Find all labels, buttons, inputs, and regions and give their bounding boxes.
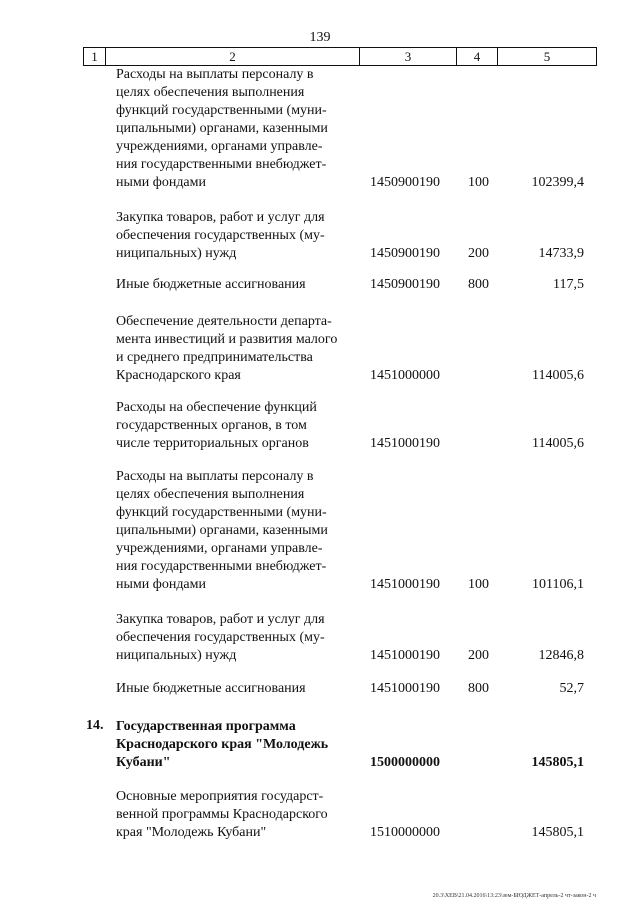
page-number: 139	[309, 30, 331, 45]
row-expense-type: 100	[468, 577, 489, 592]
row-name: Основные мероприятия государст- венной программы Краснодарского края "Молодежь Кубани"	[116, 789, 328, 840]
row-code: 1450900190	[370, 277, 440, 292]
row-expense-type: 200	[468, 246, 489, 261]
row-name: Расходы на выплаты персоналу в целях обеспечения выполнения функций государственными (муни- ципальными) органами, казенными учреждениями, органами управле- ния государственными внебюджет- ными фондами	[116, 469, 328, 592]
row-name: Расходы на выплаты персоналу в целях обеспечения выполнения функций государственными (муни- ципальными) органами, казенными учреждениями, органами управле- ния государственными внебюджет- ными фондами	[116, 67, 328, 190]
row-code: 1451000190	[370, 577, 440, 592]
row-expense-type: 800	[468, 681, 489, 696]
row-amount: 145805,1	[531, 755, 584, 770]
row-code: 1500000000	[370, 755, 440, 770]
row-amount: 52,7	[559, 681, 584, 696]
row-amount: 114005,6	[532, 436, 584, 451]
row-amount: 114005,6	[532, 368, 584, 383]
row-code: 1450900190	[370, 175, 440, 190]
row-name: Расходы на обеспечение функций государственных органов, в том числе территориальных органов	[116, 400, 317, 451]
row-code: 1451000190	[370, 681, 440, 696]
row-amount: 101106,1	[532, 577, 584, 592]
row-name: Иные бюджетные ассигнования	[116, 681, 306, 696]
column-header-table	[83, 47, 597, 66]
row-code: 1450900190	[370, 246, 440, 261]
row-amount: 12846,8	[538, 648, 584, 663]
row-name: Обеспечение деятельности департа- мента инвестиций и развития малого и среднего предпринимательства Краснодарского края	[116, 314, 338, 383]
row-name: Государственная программа Краснодарского края "Молодежь Кубани"	[116, 719, 329, 770]
row-code: 1451000000	[370, 368, 440, 383]
row-expense-type: 100	[468, 175, 489, 190]
column-header-4: 4	[457, 48, 498, 66]
row-expense-type: 800	[468, 277, 489, 292]
footer-file-path: 20.3\ХЕВ\21.04.2016\13:23\зем-БЮДЖЕТ-апрель-2 чт-закон-2 ч	[432, 893, 596, 899]
row-amount: 102399,4	[531, 175, 584, 190]
row-number: 14.	[86, 718, 104, 733]
row-name: Иные бюджетные ассигнования	[116, 277, 306, 292]
column-header-5: 5	[498, 48, 597, 66]
row-amount: 145805,1	[531, 825, 584, 840]
row-expense-type: 200	[468, 648, 489, 663]
row-amount: 14733,9	[538, 246, 584, 261]
row-name: Закупка товаров, работ и услуг для обеспечения государственных (му- ниципальных) нужд	[116, 210, 325, 261]
column-header-3: 3	[360, 48, 457, 66]
column-header-1: 1	[84, 48, 106, 66]
row-code: 1510000000	[370, 825, 440, 840]
column-header-2: 2	[106, 48, 360, 66]
row-code: 1451000190	[370, 436, 440, 451]
row-name: Закупка товаров, работ и услуг для обеспечения государственных (му- ниципальных) нужд	[116, 612, 325, 663]
row-code: 1451000190	[370, 648, 440, 663]
row-amount: 117,5	[553, 277, 584, 292]
